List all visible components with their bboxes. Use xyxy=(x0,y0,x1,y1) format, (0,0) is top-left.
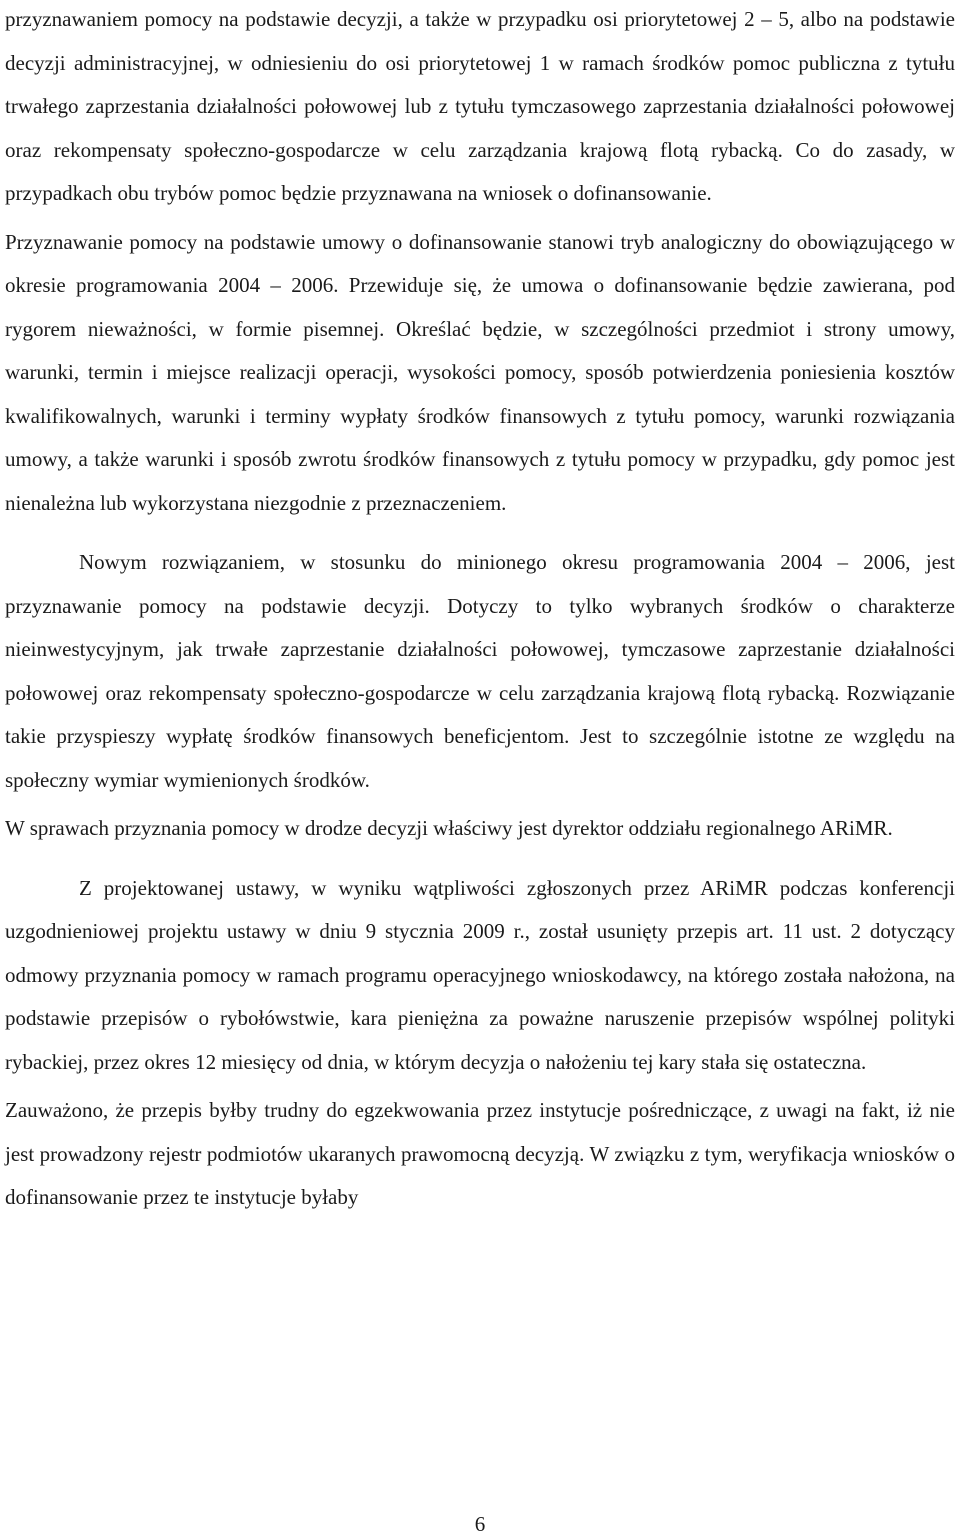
paragraph-2: Przyznawanie pomocy na podstawie umowy o dofinansowanie stanowi tryb analogiczny do obowiązującego w okresie programowania 2004 – 2006. Przewiduje się, że umowa o dofinansowanie będzie zawierana, pod rygorem nieważności, w formie pisemnej. Określać będzie, w szczególności przedmiot i strony umowy, warunki, termin i miejsce realizacji operacji, wysokości pomocy, sposób potwierdzenia poniesienia kosztów kwalifikowalnych, warunki i terminy wypłaty środków finansowych z tytułu pomocy, warunki rozwiązania umowy, a także warunki i sposób zwrotu środków finansowych z tytułu pomocy w przypadku, gdy pomoc jest nienależna lub wykorzystana niezgodnie z przeznaczeniem. xyxy=(5,229,955,515)
paragraph-5: Z projektowanej ustawy, w wyniku wątpliwości zgłoszonych przez ARiMR podczas konferencji uzgodnieniowej projektu ustawy w dniu 9 stycznia 2009 r., został usunięty przepis art. 11 ust. 2 dotyczący odmowy przyznania pomocy w ramach programu operacyjnego wnioskodawcy, na którego została nałożona, na podstawie przepisów o rybołówstwie, kara pieniężna za poważne naruszenie przepisów wspólnej polityki rybackiej, przez okres 12 miesięcy od dnia, w którym decyzja o nałożeniu tej kary stała się ostateczna. xyxy=(5,875,955,1074)
paragraph-1: przyznawaniem pomocy na podstawie decyzji, a także w przypadku osi priorytetowej 2 – 5, albo na podstawie decyzji administracyjnej, w odniesieniu do osi priorytetowej 1 w ramach środków pomoc publiczna z tytułu trwałego zaprzestania działalności połowowej lub z tytułu tymczasowego zaprzestania działalności połowowej oraz rekompensaty społeczno-gospodarcze w celu zarządzania krajową flotą rybacką. Co do zasady, w przypadkach obu trybów pomoc będzie przyznawana na wniosek o dofinansowanie. xyxy=(5,7,955,205)
page-number: 6 xyxy=(474,1512,486,1536)
paragraph-3: Nowym rozwiązaniem, w stosunku do minionego okresu programowania 2004 – 2006, jest przyznawanie pomocy na podstawie decyzji. Dotyczy to tylko wybranych środków o charakterze nieinwestycyjnym, jak trwałe zaprzestanie działalności połowowej, tymczasowe zaprzestanie działalności połowowej oraz rekompensaty społeczno-gospodarcze w celu zarządzania krajową flotą rybacką. Rozwiązanie takie przyspieszy wypłatę środków finansowych beneficjentom. Jest to szczególnie istotne ze względu na społeczny wymiar wymienionych środków. xyxy=(5,550,955,792)
document-page xyxy=(5,0,955,1220)
paragraph-4: W sprawach przyznania pomocy w drodze decyzji właściwy jest dyrektor oddziału regionalnego ARiMR. xyxy=(5,816,893,840)
paragraph-6: Zauważono, że przepis byłby trudny do egzekwowania przez instytucje pośredniczące, z uwagi na fakt, iż nie jest prowadzony rejestr podmiotów ukaranych prawomocną decyzją. W związku z tym, weryfikacja wniosków o dofinansowanie przez te instytucje byłaby xyxy=(5,1098,955,1209)
